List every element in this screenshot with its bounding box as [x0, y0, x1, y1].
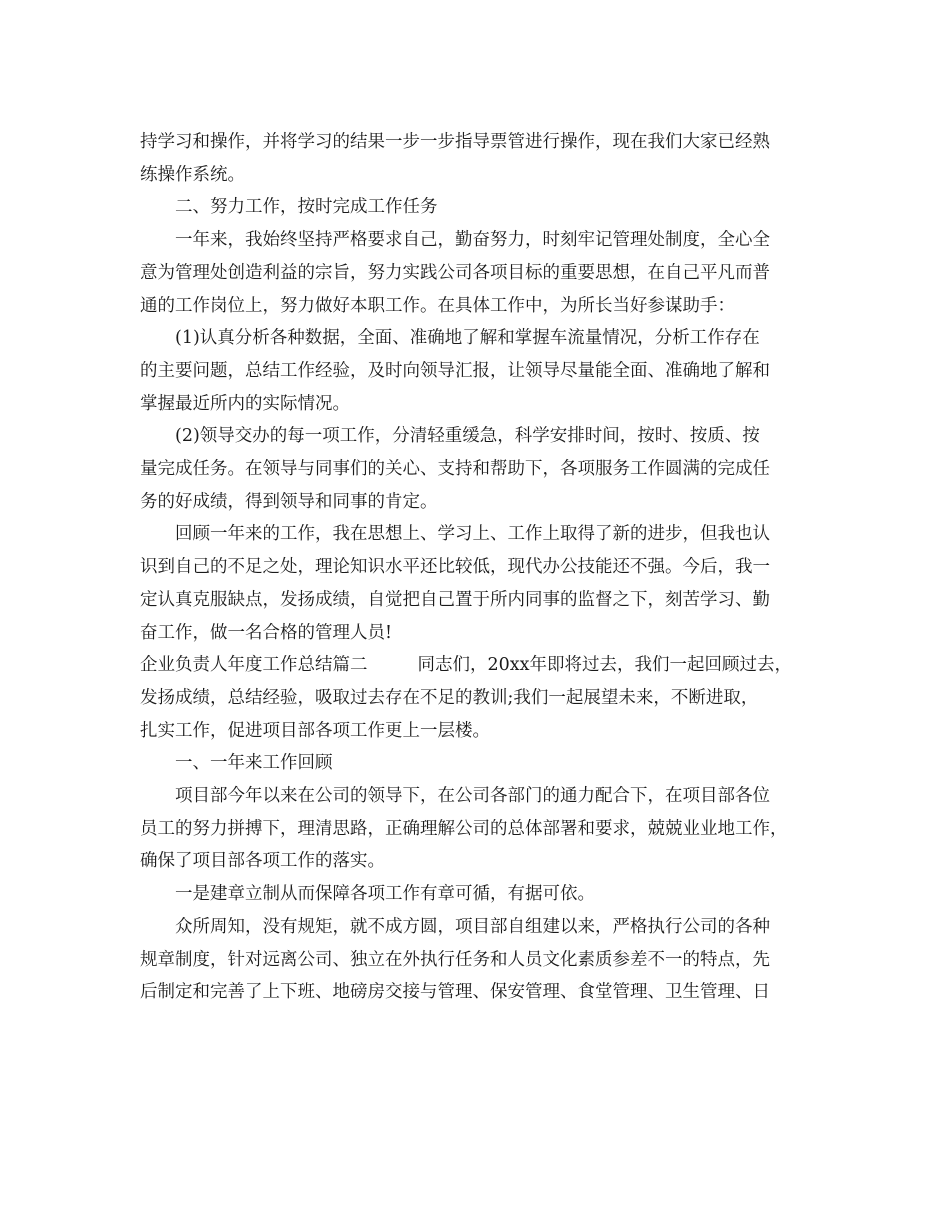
paragraph-line: 一、一年来工作回顾 — [175, 753, 333, 774]
paragraph-line: 量完成任务。在领导与同事们的关心、支持和帮助下，各项服务工作圆满的完成任 — [140, 459, 770, 480]
paragraph-line: 奋工作，做一名合格的管理人员! — [140, 622, 393, 643]
paragraph-line: 后制定和完善了上下班、地磅房交接与管理、保安管理、食堂管理、卫生管理、日 — [140, 982, 770, 1003]
paragraph-line: 一是建章立制从而保障各项工作有章可循，有据可依。 — [175, 884, 595, 905]
paragraph-line: 回顾一年来的工作，我在思想上、学习上、工作上取得了新的进步，但我也认 — [175, 524, 770, 545]
paragraph — [140, 911, 820, 1009]
paragraph-line: 识到自己的不足之处，理论知识水平还比较低，现代办公技能还不强。今后，我一 — [140, 557, 770, 578]
document-body-part-1 — [140, 126, 820, 649]
section-two-title: 企业负责人年度工作总结篇二 — [140, 655, 368, 676]
paragraph-line: 意为管理处创造利益的宗旨，努力实践公司各项目标的重要思想，在自己平凡而普 — [140, 262, 770, 283]
paragraph-line: 的主要问题，总结工作经验，及时向领导汇报，让领导尽量能全面、准确地了解和 — [140, 360, 770, 381]
paragraph — [140, 126, 820, 191]
section-two-line: 发扬成绩，总结经验，吸取过去存在不足的教训;我们一起展望未来，不断进取， — [140, 687, 759, 708]
paragraph-line: 确保了项目部各项工作的落实。 — [140, 851, 385, 872]
paragraph-line: (1)认真分析各种数据，全面、准确地了解和掌握车流量情况，分析工作存在 — [175, 328, 760, 349]
paragraph — [140, 322, 820, 420]
paragraph — [140, 747, 820, 780]
paragraph-line: 众所周知，没有规矩，就不成方圆，项目部自组建以来，严格执行公司的各种 — [175, 916, 770, 937]
paragraph-line: 定认真克服缺点，发扬成绩，自觉把自己置于所内同事的监督之下，刻苦学习、勤 — [140, 589, 770, 610]
paragraph-line: 练操作系统。 — [140, 164, 245, 185]
paragraph — [140, 191, 820, 224]
paragraph-line: (2)领导交办的每一项工作，分清轻重缓急，科学安排时间，按时、按质、按 — [175, 426, 760, 447]
paragraph-line: 员工的努力拼搏下，理清思路，正确理解公司的总体部署和要求，兢兢业业地工作， — [140, 818, 788, 839]
paragraph — [140, 878, 820, 911]
section-two-opening — [140, 649, 820, 747]
paragraph-line: 持学习和操作，并将学习的结果一步一步指导票管进行操作，现在我们大家已经熟 — [140, 132, 770, 152]
section-two-first-line — [140, 649, 820, 682]
document-page — [140, 126, 820, 1009]
paragraph-line: 项目部今年以来在公司的领导下，在公司各部门的通力配合下，在项目部各位 — [175, 786, 770, 807]
paragraph — [140, 518, 820, 649]
paragraph-line: 规章制度，针对远离公司、独立在外执行任务和人员文化素质参差不一的特点，先 — [140, 949, 770, 970]
paragraph-line: 二、努力工作，按时完成工作任务 — [175, 197, 438, 218]
paragraph-line: 通的工作岗位上，努力做好本职工作。在具体工作中，为所长当好参谋助手： — [140, 295, 735, 316]
section-two-line: 扎实工作，促进项目部各项工作更上一层楼。 — [140, 720, 490, 741]
paragraph-line: 掌握最近所内的实际情况。 — [140, 393, 350, 414]
paragraph — [140, 780, 820, 878]
paragraph — [140, 224, 820, 322]
section-two-first-line-text: 同志们，20xx年即将过去，我们一起回顾过去， — [417, 655, 793, 676]
document-body-part-2 — [140, 747, 820, 1009]
paragraph-line: 一年来，我始终坚持严格要求自己，勤奋努力，时刻牢记管理处制度，全心全 — [175, 230, 770, 251]
paragraph-line: 务的好成绩，得到领导和同事的肯定。 — [140, 491, 438, 512]
paragraph — [140, 420, 820, 518]
